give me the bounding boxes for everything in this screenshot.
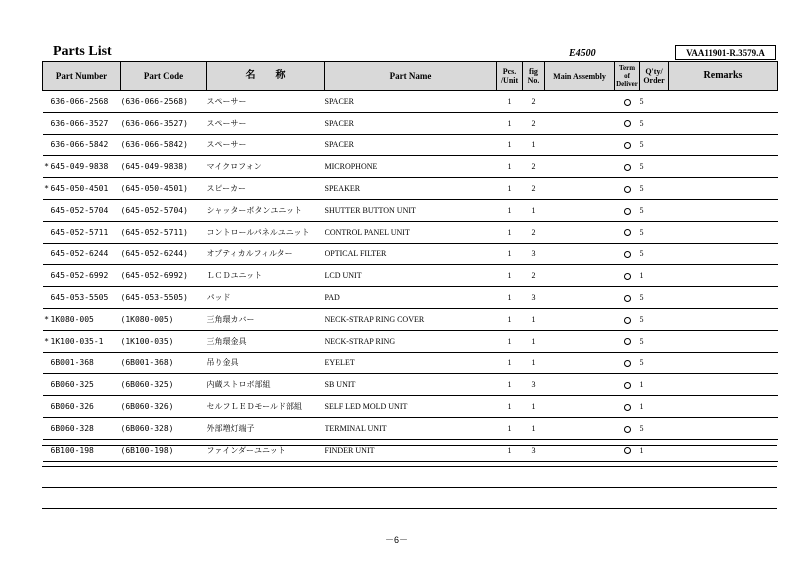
table-row [43, 417, 778, 439]
qty-order-cell: 1 [640, 439, 669, 461]
circle-mark-icon [624, 99, 631, 106]
circle-mark-icon [624, 186, 631, 193]
part-name-cell: NECK-STRAP RING [325, 330, 497, 352]
remarks-cell [669, 330, 778, 352]
circle-mark-icon [624, 164, 631, 171]
part-code-cell: (636-066-5842) [121, 134, 207, 156]
qty-order-cell: 5 [640, 330, 669, 352]
part-code-cell: (6B060-326) [121, 396, 207, 418]
remarks-cell [669, 243, 778, 265]
name-jp-cell: 三角環カバー [207, 308, 325, 330]
part-code-cell: (6B001-368) [121, 352, 207, 374]
circle-mark-icon [624, 404, 631, 411]
part-name-cell: SPEAKER [325, 178, 497, 200]
term-deliver-cell [615, 134, 640, 156]
term-deliver-cell [615, 417, 640, 439]
table-row [43, 352, 778, 374]
main-assembly-cell [545, 243, 615, 265]
table-row [43, 308, 778, 330]
part-code-cell: (645-052-6992) [121, 265, 207, 287]
table-row [43, 156, 778, 178]
table-row [43, 199, 778, 221]
fig-no-cell: 3 [523, 243, 545, 265]
col-fig-no [523, 62, 545, 91]
circle-mark-icon [624, 273, 631, 280]
fig-no-cell: 3 [523, 374, 545, 396]
part-number-cell [43, 352, 121, 374]
qty-order-cell: 5 [640, 134, 669, 156]
col-qty-line1: Q'ty/ [645, 67, 663, 76]
part-number-cell [43, 91, 121, 113]
part-number-cell [43, 396, 121, 418]
part-name-cell: PAD [325, 287, 497, 309]
pcs-unit-cell: 1 [497, 330, 523, 352]
new-part-mark: * [44, 314, 49, 324]
part-number-cell [43, 221, 121, 243]
part-name-cell: OPTICAL FILTER [325, 243, 497, 265]
part-number-cell [43, 265, 121, 287]
part-code-cell: (645-053-5505) [121, 287, 207, 309]
name-jp-cell: ファインダーユニット [207, 439, 325, 461]
fig-no-cell: 1 [523, 396, 545, 418]
name-jp-cell: ＬＣＤユニット [207, 265, 325, 287]
part-number-cell [43, 178, 121, 200]
qty-order-cell: 5 [640, 112, 669, 134]
remarks-cell [669, 396, 778, 418]
col-qty-order [640, 62, 669, 91]
name-jp-cell: マイクロフォン [207, 156, 325, 178]
main-assembly-cell [545, 417, 615, 439]
main-assembly-cell [545, 91, 615, 113]
blank-row-line [42, 487, 777, 488]
col-fig-line1: fig [529, 67, 538, 76]
col-fig-line2: No. [527, 76, 540, 85]
term-deliver-cell [615, 352, 640, 374]
main-assembly-cell [545, 352, 615, 374]
table-row [43, 178, 778, 200]
pcs-unit-cell: 1 [497, 287, 523, 309]
table-row [43, 91, 778, 113]
remarks-cell [669, 112, 778, 134]
part-code-cell: (1K100-035) [121, 330, 207, 352]
qty-order-cell: 5 [640, 221, 669, 243]
part-name-cell: MICROPHONE [325, 156, 497, 178]
name-jp-cell: 外部増灯端子 [207, 417, 325, 439]
fig-no-cell: 2 [523, 112, 545, 134]
name-jp-cell: スペーサー [207, 134, 325, 156]
part-number: 645-050-4501 [50, 184, 109, 194]
pcs-unit-cell: 1 [497, 112, 523, 134]
part-number: 1K080-005 [50, 314, 94, 324]
col-pcs-line1: Pcs. [502, 67, 517, 76]
table-row [43, 439, 778, 461]
model-name: E4500 [569, 48, 596, 59]
name-jp-cell: スペーサー [207, 91, 325, 113]
term-deliver-cell [615, 287, 640, 309]
remarks-cell [669, 417, 778, 439]
part-code-cell: (645-052-5711) [121, 221, 207, 243]
main-assembly-cell [545, 199, 615, 221]
part-number: 6B001-368 [50, 358, 94, 368]
part-number-cell [43, 287, 121, 309]
part-number-cell [43, 243, 121, 265]
part-number: 6B100-198 [50, 445, 94, 455]
part-name-cell: TERMINAL UNIT [325, 417, 497, 439]
part-number: 636-066-3527 [50, 118, 109, 128]
pcs-unit-cell: 1 [497, 417, 523, 439]
part-code-cell: (645-052-6244) [121, 243, 207, 265]
part-code-cell: (645-052-5704) [121, 199, 207, 221]
blank-row-line [42, 445, 777, 446]
table-row [43, 265, 778, 287]
circle-mark-icon [624, 426, 631, 433]
circle-mark-icon [624, 317, 631, 324]
term-deliver-cell [615, 199, 640, 221]
part-number-cell [43, 134, 121, 156]
fig-no-cell: 3 [523, 439, 545, 461]
pcs-unit-cell: 1 [497, 178, 523, 200]
main-assembly-cell [545, 112, 615, 134]
col-remarks: Remarks [669, 62, 778, 91]
name-jp-cell: 吊り金具 [207, 352, 325, 374]
part-number-cell [43, 199, 121, 221]
qty-order-cell: 1 [640, 265, 669, 287]
pcs-unit-cell: 1 [497, 439, 523, 461]
table-row [43, 374, 778, 396]
qty-order-cell: 5 [640, 417, 669, 439]
term-deliver-cell [615, 112, 640, 134]
part-number: 645-052-5704 [50, 205, 109, 215]
pcs-unit-cell: 1 [497, 308, 523, 330]
part-code-cell: (6B060-328) [121, 417, 207, 439]
pcs-unit-cell: 1 [497, 243, 523, 265]
circle-mark-icon [624, 120, 631, 127]
remarks-cell [669, 287, 778, 309]
remarks-cell [669, 439, 778, 461]
page-title: Parts List [53, 44, 112, 59]
pcs-unit-cell: 1 [497, 265, 523, 287]
parts-table [42, 61, 778, 462]
term-deliver-cell [615, 156, 640, 178]
main-assembly-cell [545, 156, 615, 178]
remarks-cell [669, 91, 778, 113]
part-code-cell: (636-066-2568) [121, 91, 207, 113]
qty-order-cell: 5 [640, 352, 669, 374]
page-number: －6－ [384, 535, 408, 545]
part-code-cell: (636-066-3527) [121, 112, 207, 134]
blank-row-line [42, 508, 777, 509]
circle-mark-icon [624, 360, 631, 367]
part-name-cell: SHUTTER BUTTON UNIT [325, 199, 497, 221]
part-number-cell [43, 156, 121, 178]
main-assembly-cell [545, 265, 615, 287]
parts-rows [43, 91, 778, 462]
fig-no-cell: 1 [523, 417, 545, 439]
col-term-line1: Term [618, 64, 636, 72]
part-name-cell: SPACER [325, 91, 497, 113]
col-name-jp: 名 称 [207, 62, 325, 91]
part-number-cell [43, 417, 121, 439]
term-deliver-cell [615, 91, 640, 113]
col-pcs-unit [497, 62, 523, 91]
remarks-cell [669, 156, 778, 178]
term-deliver-cell [615, 221, 640, 243]
pcs-unit-cell: 1 [497, 374, 523, 396]
remarks-cell [669, 178, 778, 200]
circle-mark-icon [624, 338, 631, 345]
part-code-cell: (1K080-005) [121, 308, 207, 330]
fig-no-cell: 1 [523, 308, 545, 330]
qty-order-cell: 5 [640, 156, 669, 178]
main-assembly-cell [545, 287, 615, 309]
col-part-code: Part Code [121, 62, 207, 91]
col-qty-line2: Order [643, 76, 665, 85]
fig-no-cell: 2 [523, 91, 545, 113]
part-number: 6B060-326 [50, 402, 94, 412]
col-term-deliver [615, 62, 640, 91]
table-header-row [43, 62, 778, 91]
blank-row-line [42, 466, 777, 467]
qty-order-cell: 5 [640, 199, 669, 221]
name-jp-cell: コントロールパネルユニット [207, 221, 325, 243]
part-number: 645-052-5711 [50, 227, 109, 237]
name-jp-cell: 三角環金具 [207, 330, 325, 352]
fig-no-cell: 2 [523, 156, 545, 178]
term-deliver-cell [615, 178, 640, 200]
col-pcs-line2: /Unit [500, 76, 519, 85]
term-deliver-cell [615, 374, 640, 396]
col-part-name: Part Name [325, 62, 497, 91]
part-number: 6B060-328 [50, 423, 94, 433]
remarks-cell [669, 265, 778, 287]
circle-mark-icon [624, 208, 631, 215]
part-number: 1K100-035-1 [50, 336, 104, 346]
fig-no-cell: 2 [523, 221, 545, 243]
name-jp-cell: セルフＬＥＤモールド部組 [207, 396, 325, 418]
table-row [43, 330, 778, 352]
fig-no-cell: 3 [523, 287, 545, 309]
part-number: 636-066-5842 [50, 140, 109, 150]
term-deliver-cell [615, 439, 640, 461]
fig-no-cell: 2 [523, 265, 545, 287]
qty-order-cell: 1 [640, 396, 669, 418]
part-name-cell: SELF LED MOLD UNIT [325, 396, 497, 418]
part-number: 645-053-5505 [50, 293, 109, 303]
part-name-cell: LCD UNIT [325, 265, 497, 287]
part-number-cell [43, 374, 121, 396]
main-assembly-cell [545, 134, 615, 156]
document-id: VAA11901-R.3579.A [675, 45, 776, 60]
name-jp-cell: シャッターボタンユニット [207, 199, 325, 221]
pcs-unit-cell: 1 [497, 156, 523, 178]
part-name-cell: SB UNIT [325, 374, 497, 396]
table-row [43, 112, 778, 134]
circle-mark-icon [624, 382, 631, 389]
main-assembly-cell [545, 330, 615, 352]
name-jp-cell: スペーサー [207, 112, 325, 134]
remarks-cell [669, 199, 778, 221]
part-name-cell: SPACER [325, 134, 497, 156]
part-number: 6B060-325 [50, 380, 94, 390]
circle-mark-icon [624, 447, 631, 454]
part-number: 645-052-6992 [50, 271, 109, 281]
part-code-cell: (645-050-4501) [121, 178, 207, 200]
part-number-cell [43, 112, 121, 134]
qty-order-cell: 5 [640, 243, 669, 265]
main-assembly-cell [545, 221, 615, 243]
table-row [43, 243, 778, 265]
remarks-cell [669, 352, 778, 374]
term-deliver-cell [615, 396, 640, 418]
main-assembly-cell [545, 178, 615, 200]
term-deliver-cell [615, 265, 640, 287]
main-assembly-cell [545, 374, 615, 396]
fig-no-cell: 1 [523, 199, 545, 221]
circle-mark-icon [624, 295, 631, 302]
remarks-cell [669, 221, 778, 243]
remarks-cell [669, 374, 778, 396]
table-row [43, 396, 778, 418]
fig-no-cell: 2 [523, 178, 545, 200]
remarks-cell [669, 134, 778, 156]
name-jp-cell: スピーカー [207, 178, 325, 200]
name-jp-cell: 内蔵ストロボ部組 [207, 374, 325, 396]
part-name-cell: CONTROL PANEL UNIT [325, 221, 497, 243]
part-name-cell: FINDER UNIT [325, 439, 497, 461]
col-term-line2: of [624, 72, 630, 80]
main-assembly-cell [545, 439, 615, 461]
circle-mark-icon [624, 229, 631, 236]
qty-order-cell: 5 [640, 287, 669, 309]
pcs-unit-cell: 1 [497, 221, 523, 243]
part-number: 645-052-6244 [50, 249, 109, 259]
new-part-mark: * [44, 336, 49, 346]
col-main-assembly: Main Assembly [545, 62, 615, 91]
term-deliver-cell [615, 243, 640, 265]
circle-mark-icon [624, 251, 631, 258]
fig-no-cell: 1 [523, 330, 545, 352]
pcs-unit-cell: 1 [497, 396, 523, 418]
part-code-cell: (6B060-325) [121, 374, 207, 396]
pcs-unit-cell: 1 [497, 352, 523, 374]
part-number-cell [43, 308, 121, 330]
main-assembly-cell [545, 308, 615, 330]
new-part-mark: * [44, 162, 49, 172]
part-number-cell [43, 330, 121, 352]
remarks-cell [669, 308, 778, 330]
part-name-cell: NECK-STRAP RING COVER [325, 308, 497, 330]
term-deliver-cell [615, 308, 640, 330]
table-row [43, 287, 778, 309]
pcs-unit-cell: 1 [497, 134, 523, 156]
name-jp-cell: パッド [207, 287, 325, 309]
qty-order-cell: 5 [640, 178, 669, 200]
part-code-cell: (645-049-9838) [121, 156, 207, 178]
part-number: 636-066-2568 [50, 96, 109, 106]
qty-order-cell: 5 [640, 308, 669, 330]
fig-no-cell: 1 [523, 352, 545, 374]
circle-mark-icon [624, 142, 631, 149]
qty-order-cell: 1 [640, 374, 669, 396]
part-number: 645-049-9838 [50, 162, 109, 172]
table-row [43, 134, 778, 156]
table-row [43, 221, 778, 243]
main-assembly-cell [545, 396, 615, 418]
part-name-cell: SPACER [325, 112, 497, 134]
fig-no-cell: 1 [523, 134, 545, 156]
part-code-cell: (6B100-198) [121, 439, 207, 461]
col-part-number: Part Number [43, 62, 121, 91]
part-name-cell: EYELET [325, 352, 497, 374]
name-jp-cell: オプティカルフィルター [207, 243, 325, 265]
pcs-unit-cell: 1 [497, 199, 523, 221]
pcs-unit-cell: 1 [497, 91, 523, 113]
part-number-cell [43, 439, 121, 461]
col-term-line3: Deliver [616, 80, 638, 88]
new-part-mark: * [44, 184, 49, 194]
qty-order-cell: 5 [640, 91, 669, 113]
term-deliver-cell [615, 330, 640, 352]
